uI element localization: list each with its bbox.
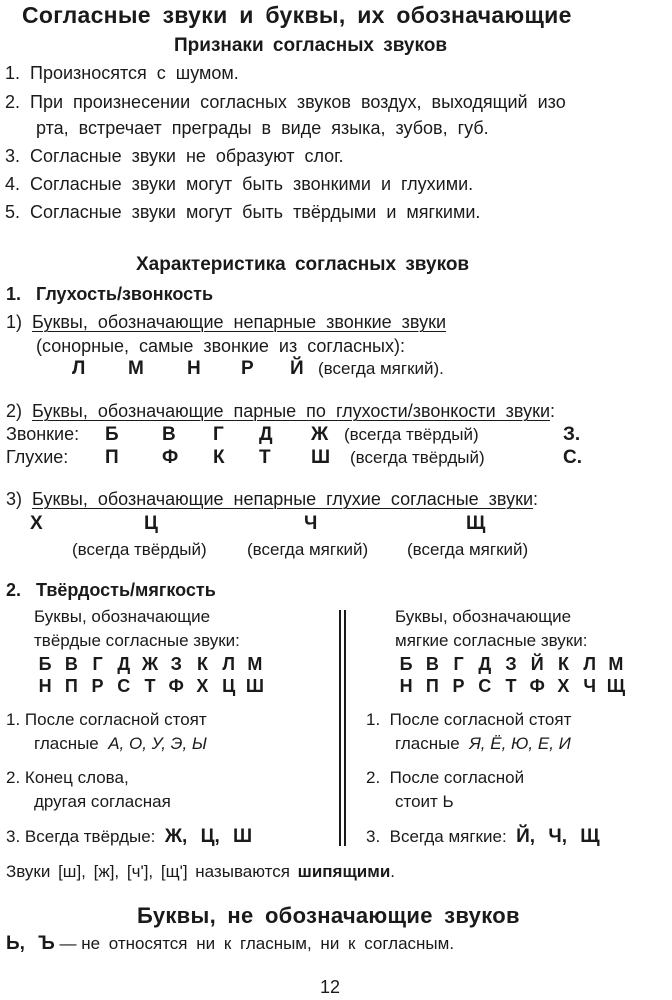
letter: Ф — [168, 676, 184, 696]
soft-letters — [393, 654, 629, 697]
signs-item-3: 3. Согласные звуки не образуют слог. — [5, 146, 344, 166]
letter: Б — [38, 654, 52, 674]
letter: К — [557, 654, 569, 674]
sub2-title: 2) Буквы, обозначающие парные по глухости/звонкости звуки: — [6, 401, 556, 421]
column-divider-right — [344, 610, 346, 846]
letter: В — [64, 654, 78, 674]
soft-heading-2: мягкие согласные звуки: — [395, 631, 588, 650]
letter: П — [425, 676, 439, 696]
letter: Х — [196, 676, 209, 696]
page-number: 12 — [320, 977, 341, 997]
letter: Ч — [304, 513, 318, 534]
letter: Н — [399, 676, 413, 696]
letter: С. — [563, 447, 582, 468]
letter: Т — [259, 447, 271, 468]
letter: Г — [213, 424, 224, 445]
signs-item-1: 1. Произносятся с шумом. — [5, 63, 239, 83]
letter: М — [128, 358, 144, 379]
signs-item-2-cont: рта, встречает преграды в виде языка, зубов, губ. — [36, 118, 489, 138]
section1-title: 1. Глухость/звонкость — [6, 284, 214, 304]
hard-rule-2-cont: другая согласная — [34, 792, 171, 811]
letter: Ц — [222, 676, 236, 696]
letter: Б — [105, 424, 119, 445]
signs-item-4: 4. Согласные звуки могут быть звонкими и глухими. — [5, 174, 474, 194]
sub3-note-1: (всегда твёрдый) — [72, 540, 207, 559]
hard-heading-2: твёрдые согласные звуки: — [34, 631, 240, 650]
letter: Ш — [311, 447, 331, 468]
letter: Р — [241, 358, 254, 379]
letter: Й — [290, 358, 304, 379]
letter: Л — [222, 654, 235, 674]
soft-rule-3: 3. Всегда мягкие: Й, Ч, Щ — [366, 826, 600, 847]
letter: С — [117, 676, 131, 696]
letter: Г — [92, 654, 103, 674]
voiceless-row — [0, 447, 672, 471]
sub3-letters — [0, 513, 672, 537]
letter: М — [608, 654, 624, 674]
letter: В — [425, 654, 439, 674]
voiceless-label: Глухие: — [6, 447, 69, 467]
letter: Н — [38, 676, 52, 696]
voiced-note: (всегда твёрдый) — [344, 425, 479, 444]
letter: П — [64, 676, 78, 696]
letter-note: (всегда мягкий). — [318, 359, 444, 378]
letter: Б — [399, 654, 413, 674]
letter: К — [196, 654, 208, 674]
letter: Х — [30, 513, 43, 534]
letter: Р — [91, 676, 104, 696]
sub3-note-2: (всегда мягкий) — [247, 540, 369, 559]
letter: З — [170, 654, 182, 674]
letter: Ч — [583, 676, 596, 696]
soft-heading-1: Буквы, обозначающие — [395, 607, 572, 626]
letter: Д — [259, 424, 273, 445]
no-sound-heading: Буквы, не обозначающие звуков — [137, 903, 520, 928]
letter: Х — [557, 676, 570, 696]
no-sound-line: Ь, Ъ — не относятся ни к гласным, ни к согласным. — [6, 933, 455, 954]
letter: З. — [563, 424, 581, 445]
sub1-note: (сонорные, самые звонкие из согласных): — [36, 336, 405, 356]
signs-heading: Признаки согласных звуков — [174, 35, 448, 56]
letter: Ф — [162, 447, 179, 468]
letter: З — [505, 654, 517, 674]
hard-rule-3: 3. Всегда твёрдые: Ж, Ц, Ш — [6, 826, 253, 847]
letter: Щ — [466, 513, 486, 534]
soft-rule-2: 2. После согласной — [366, 768, 525, 787]
letter: В — [162, 424, 176, 445]
hard-rule-1-cont: гласные А, О, У, Э, Ы — [34, 734, 207, 753]
letter: К — [213, 447, 225, 468]
voiced-row — [0, 424, 672, 448]
letter: Т — [144, 676, 156, 696]
voiced-label: Звонкие: — [6, 424, 80, 444]
sub3-note-3: (всегда мягкий) — [407, 540, 529, 559]
hissing-line: Звуки [ш], [ж], [ч'], [щ'] называются шипящими. — [6, 862, 396, 881]
hard-letters — [32, 654, 268, 697]
section2-title: 2. Твёрдость/мягкость — [6, 580, 216, 600]
soft-rule-1: 1. После согласной стоят — [366, 710, 572, 729]
page-title: Согласные звуки и буквы, их обозначающие — [22, 2, 572, 28]
soft-rule-2-cont: стоит Ь — [395, 792, 454, 811]
column-divider-left — [339, 610, 341, 846]
letter: Щ — [606, 676, 626, 696]
soft-rule-1-cont: гласные Я, Ё, Ю, Е, И — [395, 734, 571, 753]
voiceless-note: (всегда твёрдый) — [350, 448, 485, 467]
letter: Т — [505, 676, 517, 696]
signs-item-5: 5. Согласные звуки могут быть твёрдыми и мягкими. — [5, 202, 481, 222]
hard-heading-1: Буквы, обозначающие — [34, 607, 211, 626]
sub1-title: 1) Буквы, обозначающие непарные звонкие звуки — [6, 312, 446, 332]
letter: Р — [452, 676, 465, 696]
signs-item-2: 2. При произнесении согласных звуков воздух, выходящий изо — [5, 92, 566, 112]
hard-rule-1: 1. После согласной стоят — [6, 710, 207, 729]
letter: Ф — [529, 676, 545, 696]
sub3-title: 3) Буквы, обозначающие непарные глухие согласные звуки: — [6, 489, 539, 509]
hard-rule-2: 2. Конец слова, — [6, 768, 129, 787]
letter: Ж — [141, 654, 159, 674]
letter: С — [478, 676, 492, 696]
letter: Л — [72, 358, 86, 379]
letter: Ц — [144, 513, 158, 534]
letter: Ж — [311, 424, 329, 445]
letter: Д — [117, 654, 131, 674]
characteristics-heading: Характеристика согласных звуков — [136, 254, 470, 275]
letter: Й — [530, 654, 544, 674]
letter: П — [105, 447, 119, 468]
letter: Д — [478, 654, 492, 674]
letter: Г — [453, 654, 464, 674]
sub1-letters — [0, 358, 672, 382]
letter: М — [247, 654, 263, 674]
letter: Л — [583, 654, 596, 674]
letter: Ш — [245, 676, 264, 696]
letter: Н — [187, 358, 201, 379]
